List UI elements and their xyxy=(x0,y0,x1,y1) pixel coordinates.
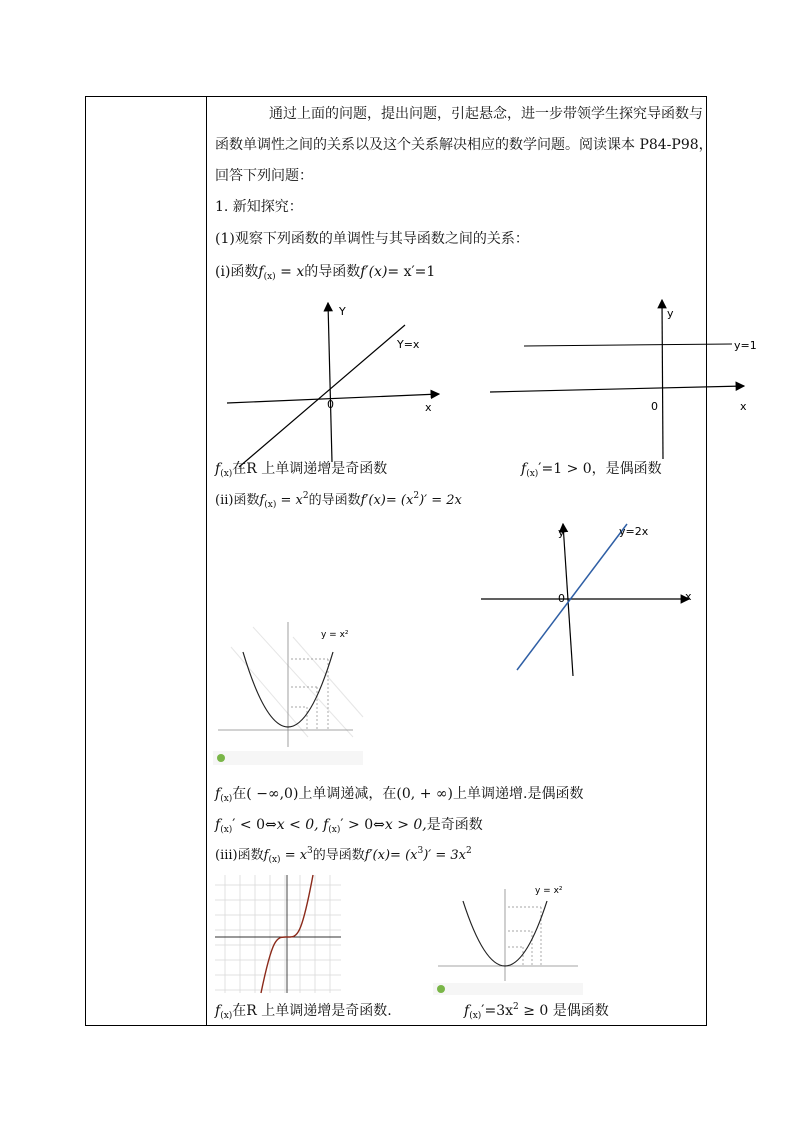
intro-line-2: 函数单调性之间的关系以及这个关系解决相应的数学问题。阅读课本 P84-P98， xyxy=(215,137,713,153)
case-i-prefix: (i)函数 xyxy=(215,264,259,280)
case-ii-note-2: $f_{(x)}'$ < 0⇔x < 0, $f_{(x)}'$ > 0⇔x > 0,是奇函数 xyxy=(215,817,483,835)
case-i-note-right-text: ′=1 > 0，是偶函数 xyxy=(538,461,662,477)
case-ii-note-2b: x < 0, xyxy=(276,817,324,833)
case-ii-note-2d: x > 0, xyxy=(384,817,427,833)
y-label: y xyxy=(667,307,674,320)
case-ii-tail: = (x xyxy=(385,493,414,508)
intro-line-1: 通过上面的问题，提出问题，引起悬念，进一步带领学生探究导函数与 xyxy=(269,106,703,122)
case-ii-note-1-text: 在( −∞,0)上单调递减，在(0, + ∞)上单调递增.是偶函数 xyxy=(232,786,584,802)
case-iii-fprime: f′(x) xyxy=(364,848,391,863)
case-i-fsub: (x) xyxy=(263,272,276,282)
graph-y-equals-x xyxy=(207,297,447,467)
case-iii-eq: = x xyxy=(284,848,308,863)
x-label: x xyxy=(685,590,692,603)
case-ii-note-2e: 是奇函数 xyxy=(426,817,483,833)
parabola-label: y = x² xyxy=(321,630,349,640)
case-ii-fprime: f′(x) xyxy=(360,493,386,508)
y-axis xyxy=(328,303,332,462)
y-label: y xyxy=(558,526,565,539)
origin-label: 0 xyxy=(558,592,565,605)
parabola-figure-iii xyxy=(433,881,583,996)
x-axis xyxy=(490,386,744,392)
parabola-figure-ii xyxy=(213,617,363,767)
y-axis xyxy=(662,300,663,459)
case-i-note-left: $f_{(x)}$在R 上单调递增是奇函数 xyxy=(215,461,388,479)
case-iii-tail: = (x xyxy=(390,848,418,863)
case-i-note-right: $f_{(x)}'=1 > 0$，是偶函数 xyxy=(521,461,662,479)
case-i-f: f xyxy=(258,264,264,280)
case-iii-tail2: )′ = 3x xyxy=(423,848,467,863)
line-label: y=2x xyxy=(619,525,649,538)
subsection-heading: (1)观察下列函数的单调性与其导函数之间的关系： xyxy=(215,231,529,247)
case-ii-note-2a: ′ < 0⇔ xyxy=(232,817,277,833)
line-label: y=1 xyxy=(734,339,757,352)
content-cell xyxy=(207,97,757,1025)
lesson-table xyxy=(85,96,757,1026)
case-i-note-left-text: 在R 上单调递增是奇函数 xyxy=(232,461,388,477)
case-ii-pow: 2 xyxy=(302,491,309,501)
case-i-fprime: f′(x) xyxy=(360,264,388,280)
case-ii-note-1: $f_{(x)}$在( −∞,0)上单调递减，在(0, + ∞)上单调递增.是偶函数 xyxy=(215,786,584,804)
case-i-tail: = x′=1 xyxy=(387,264,436,280)
case-iii-note-right-b: ≥ 0 是偶函数 xyxy=(518,1003,609,1019)
case-ii-note-2c: ′ > 0⇔ xyxy=(340,817,385,833)
case-iii-note-right: $f_{(x)}'=3x^2 \ge 0$ 是偶函数 xyxy=(464,1002,609,1021)
case-ii-heading: (ii)函数$f_{(x)} = x^2$的导函数$f'(x)= (x^2)' = 2x$ xyxy=(215,491,462,510)
section-heading: 1. 新知探究： xyxy=(215,199,303,215)
case-ii-eq: = x xyxy=(280,493,303,508)
case-iii-pow: 3 xyxy=(307,846,313,856)
intro-line-3: 回答下列问题： xyxy=(215,168,313,184)
cubic-figure xyxy=(215,875,341,993)
case-iii-prefix: (iii)函数 xyxy=(215,848,264,863)
case-i-mid: 的导函数 xyxy=(304,264,361,280)
case-iii-heading: (iii)函数$f_{(x)} = x^3$的导函数$f'(x)= (x^3)' = 3x^2$ xyxy=(215,846,472,865)
x-label: x xyxy=(425,401,432,414)
case-ii-mid: 的导函数 xyxy=(308,493,361,508)
case-i-eq: = x xyxy=(280,264,305,280)
parabola-label: y = x² xyxy=(535,886,563,896)
line-label: Y=x xyxy=(397,338,420,351)
case-iii-note-right-a: ′=3x xyxy=(481,1003,514,1019)
graph-y-equals-2x xyxy=(479,522,699,682)
origin-label: 0 xyxy=(651,400,658,413)
y-label: Y xyxy=(339,305,346,318)
case-ii-prefix: (ii)函数 xyxy=(215,493,260,508)
case-i-heading xyxy=(215,263,435,283)
case-iii-note-left: $f_{(x)}$在R 上单调递增是奇函数. xyxy=(215,1003,392,1021)
case-iii-note-left-text: 在R 上单调递增是奇函数. xyxy=(232,1003,392,1019)
graph-y-equals-1-main xyxy=(482,297,742,467)
case-iii-mid: 的导函数 xyxy=(312,848,365,863)
case-ii-tail2: )′ = 2x xyxy=(419,493,462,508)
x-label: x xyxy=(740,400,747,413)
function-line xyxy=(524,344,732,346)
origin-label: 0 xyxy=(327,398,334,411)
function-line xyxy=(517,524,627,670)
